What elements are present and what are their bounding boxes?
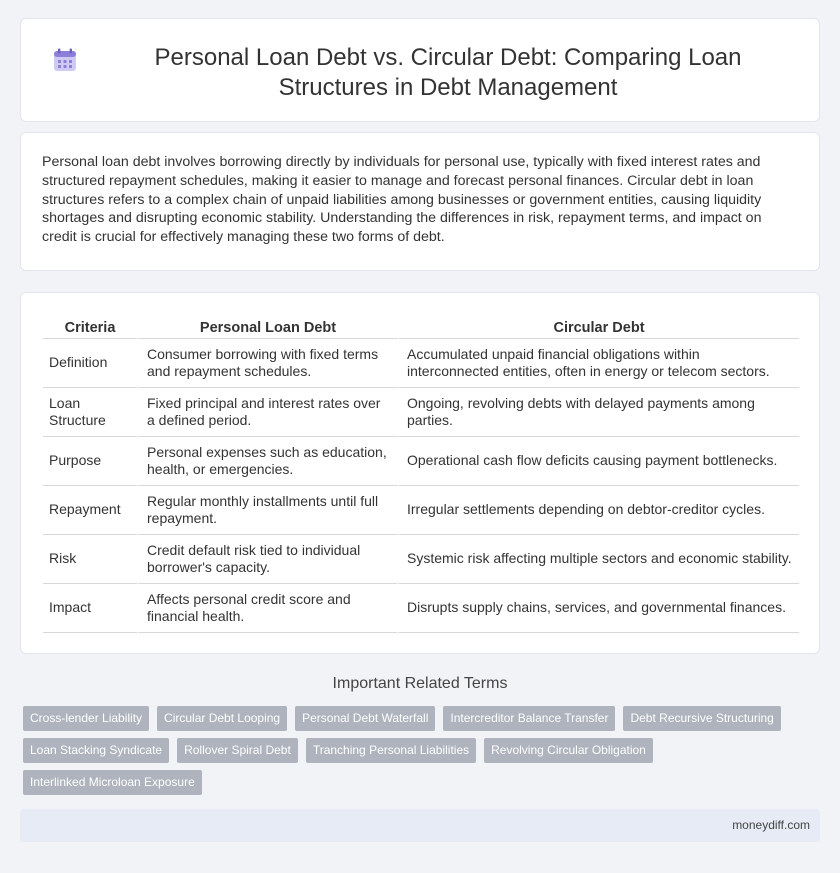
criteria-cell: Impact	[43, 584, 137, 633]
personal-loan-cell: Affects personal credit score and financial health.	[137, 584, 397, 633]
related-term-tag[interactable]: Rollover Spiral Debt	[177, 738, 298, 763]
table-row	[43, 388, 799, 437]
criteria-cell: Repayment	[43, 486, 137, 535]
related-term-tag[interactable]: Debt Recursive Structuring	[623, 706, 780, 731]
related-term-tag[interactable]: Personal Debt Waterfall	[295, 706, 435, 731]
personal-loan-cell: Credit default risk tied to individual borrower's capacity.	[137, 535, 397, 584]
personal-loan-cell: Regular monthly installments until full repayment.	[137, 486, 397, 535]
table-row	[43, 437, 799, 486]
criteria-cell: Definition	[43, 339, 137, 388]
related-terms-list	[23, 706, 813, 795]
related-term-tag[interactable]: Revolving Circular Obligation	[484, 738, 653, 763]
comparison-table	[43, 315, 799, 633]
personal-loan-cell: Fixed principal and interest rates over a defined period.	[137, 388, 397, 437]
personal-loan-cell: Consumer borrowing with fixed terms and repayment schedules.	[137, 339, 397, 388]
table-row	[43, 486, 799, 535]
criteria-cell: Loan Structure	[43, 388, 137, 437]
calendar-icon	[52, 47, 78, 73]
comparison-table-card	[20, 292, 820, 654]
table-row	[43, 339, 799, 388]
related-term-tag[interactable]: Intercreditor Balance Transfer	[443, 706, 615, 731]
personal-loan-cell: Personal expenses such as education, health, or emergencies.	[137, 437, 397, 486]
circular-debt-cell: Operational cash flow deficits causing payment bottlenecks.	[397, 437, 799, 486]
related-term-tag[interactable]: Loan Stacking Syndicate	[23, 738, 169, 763]
circular-debt-cell: Irregular settlements depending on debtor-creditor cycles.	[397, 486, 799, 535]
table-row	[43, 535, 799, 584]
header-inner	[51, 43, 799, 103]
intro-paragraph: Personal loan debt involves borrowing directly by individuals for personal use, typically with fixed interest rates and structured repayment schedules, making it easier to manage and forecast personal finances. Circular debt in loan structures refers to a complex chain of unpaid liabilities among businesses or government entities, causing liquidity shortages and disrupting economic stability. Understanding the differences in risk, repayment terms, and impact on credit is crucial for effectively managing these two forms of debt.	[42, 154, 762, 246]
related-terms-heading: Important Related Terms	[332, 675, 508, 692]
related-term-tag[interactable]: Tranching Personal Liabilities	[306, 738, 476, 763]
column-header-circular-debt: Circular Debt	[397, 315, 799, 339]
table-header-row	[43, 315, 799, 339]
criteria-cell: Purpose	[43, 437, 137, 486]
column-header-criteria: Criteria	[43, 315, 137, 339]
related-term-tag[interactable]: Circular Debt Looping	[157, 706, 287, 731]
table-row	[43, 584, 799, 633]
circular-debt-cell: Accumulated unpaid financial obligations within interconnected entities, often in energy or telecom sectors.	[397, 339, 799, 388]
related-term-tag[interactable]: Cross-lender Liability	[23, 706, 149, 731]
footer-site-link[interactable]: moneydiff.com	[732, 818, 810, 832]
header-card	[20, 18, 820, 122]
related-term-tag[interactable]: Interlinked Microloan Exposure	[23, 770, 202, 795]
criteria-cell: Risk	[43, 535, 137, 584]
intro-card	[20, 132, 820, 271]
footer-bar	[20, 809, 820, 842]
page-title: Personal Loan Debt vs. Circular Debt: Comparing Loan Structures in Debt Management	[154, 44, 742, 101]
circular-debt-cell: Ongoing, revolving debts with delayed payments among parties.	[397, 388, 799, 437]
column-header-personal-loan-debt: Personal Loan Debt	[137, 315, 397, 339]
circular-debt-cell: Systemic risk affecting multiple sectors and economic stability.	[397, 535, 799, 584]
circular-debt-cell: Disrupts supply chains, services, and governmental finances.	[397, 584, 799, 633]
